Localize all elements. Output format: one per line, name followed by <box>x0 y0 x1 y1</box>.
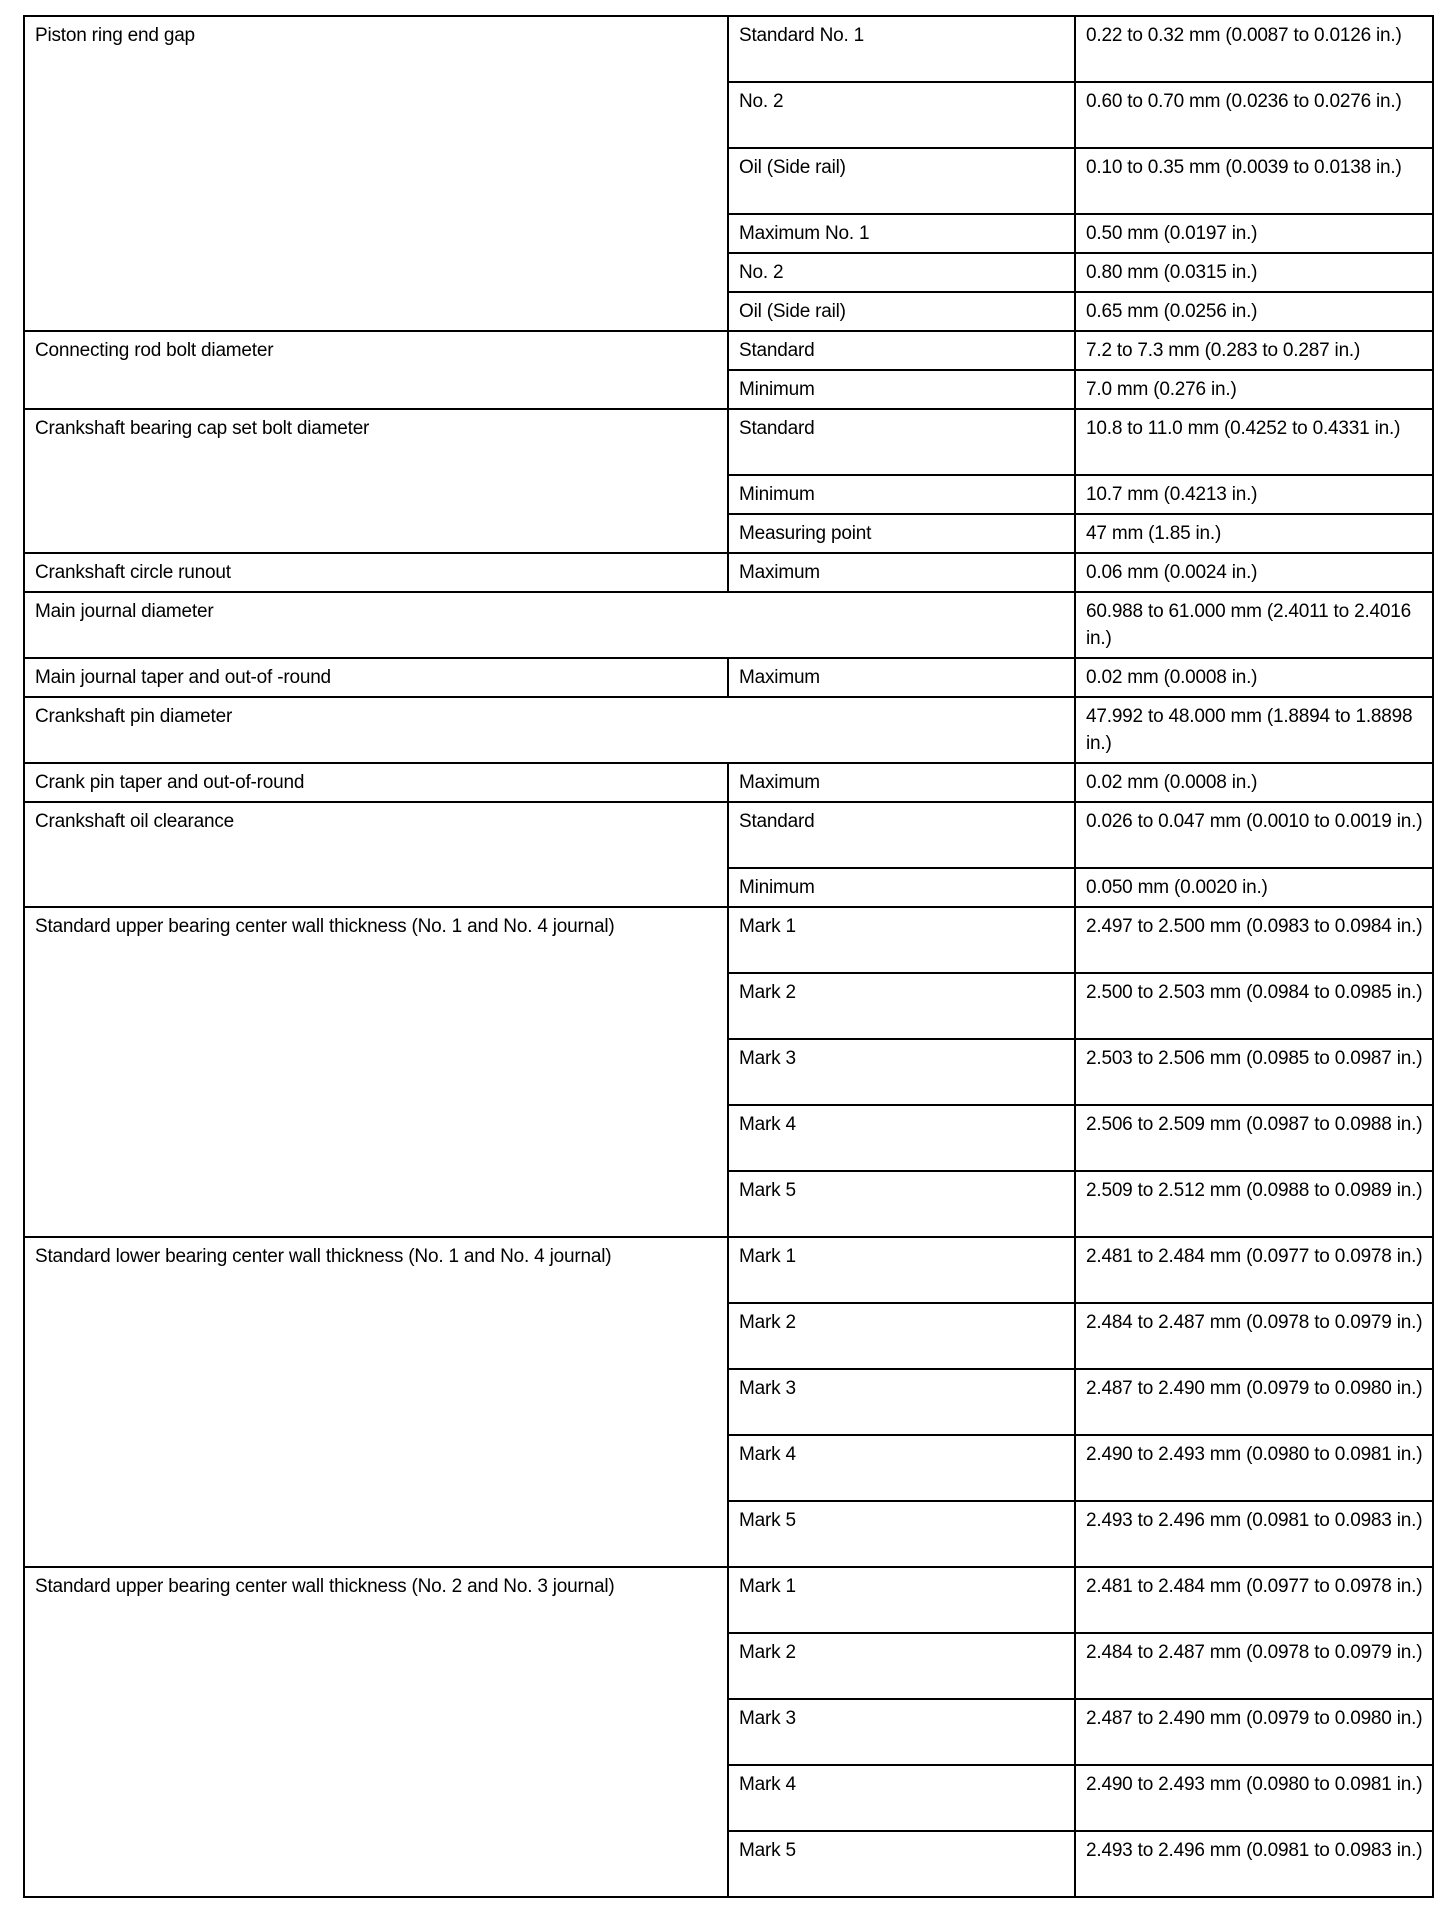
spec-value-cell: 2.481 to 2.484 mm (0.0977 to 0.0978 in.) <box>1075 1237 1433 1303</box>
table-row <box>24 1237 1433 1303</box>
spec-value-cell: 2.487 to 2.490 mm (0.0979 to 0.0980 in.) <box>1075 1369 1433 1435</box>
spec-condition-cell: Standard <box>728 409 1075 475</box>
spec-value-cell: 2.506 to 2.509 mm (0.0987 to 0.0988 in.) <box>1075 1105 1433 1171</box>
spec-item-cell: Crankshaft bearing cap set bolt diameter <box>24 409 728 553</box>
spec-condition-cell: Mark 3 <box>728 1369 1075 1435</box>
spec-condition-cell: Mark 4 <box>728 1435 1075 1501</box>
spec-condition-cell: Maximum <box>728 658 1075 697</box>
spec-value-cell: 10.8 to 11.0 mm (0.4252 to 0.4331 in.) <box>1075 409 1433 475</box>
spec-condition-cell: No. 2 <box>728 82 1075 148</box>
spec-value-cell: 0.22 to 0.32 mm (0.0087 to 0.0126 in.) <box>1075 16 1433 82</box>
spec-value-cell: 2.487 to 2.490 mm (0.0979 to 0.0980 in.) <box>1075 1699 1433 1765</box>
spec-value-cell: 0.050 mm (0.0020 in.) <box>1075 868 1433 907</box>
spec-value-cell: 10.7 mm (0.4213 in.) <box>1075 475 1433 514</box>
spec-value-cell: 0.02 mm (0.0008 in.) <box>1075 658 1433 697</box>
spec-value-cell: 2.497 to 2.500 mm (0.0983 to 0.0984 in.) <box>1075 907 1433 973</box>
spec-condition-cell: Mark 1 <box>728 1237 1075 1303</box>
specification-table <box>23 15 1434 1898</box>
spec-value-cell: 2.493 to 2.496 mm (0.0981 to 0.0983 in.) <box>1075 1831 1433 1897</box>
spec-condition-cell: Mark 4 <box>728 1765 1075 1831</box>
spec-value-cell: 2.500 to 2.503 mm (0.0984 to 0.0985 in.) <box>1075 973 1433 1039</box>
table-row <box>24 658 1433 697</box>
table-row <box>24 763 1433 802</box>
spec-condition-cell: Mark 3 <box>728 1039 1075 1105</box>
spec-condition-cell: Mark 2 <box>728 973 1075 1039</box>
table-row <box>24 553 1433 592</box>
spec-item-cell: Main journal taper and out-of -round <box>24 658 728 697</box>
spec-value-cell: 2.493 to 2.496 mm (0.0981 to 0.0983 in.) <box>1075 1501 1433 1567</box>
spec-value-cell: 7.2 to 7.3 mm (0.283 to 0.287 in.) <box>1075 331 1433 370</box>
spec-item-cell: Crankshaft circle runout <box>24 553 728 592</box>
table-row <box>24 16 1433 82</box>
spec-item-cell: Crankshaft pin diameter <box>24 697 1075 763</box>
spec-item-cell: Connecting rod bolt diameter <box>24 331 728 409</box>
spec-value-cell: 2.481 to 2.484 mm (0.0977 to 0.0978 in.) <box>1075 1567 1433 1633</box>
spec-condition-cell: Mark 2 <box>728 1633 1075 1699</box>
spec-value-cell: 0.60 to 0.70 mm (0.0236 to 0.0276 in.) <box>1075 82 1433 148</box>
spec-value-cell: 0.65 mm (0.0256 in.) <box>1075 292 1433 331</box>
table-row <box>24 907 1433 973</box>
spec-value-cell: 47 mm (1.85 in.) <box>1075 514 1433 553</box>
spec-condition-cell: Oil (Side rail) <box>728 292 1075 331</box>
spec-value-cell: 2.490 to 2.493 mm (0.0980 to 0.0981 in.) <box>1075 1435 1433 1501</box>
spec-condition-cell: Maximum <box>728 553 1075 592</box>
spec-condition-cell: Oil (Side rail) <box>728 148 1075 214</box>
table-row <box>24 802 1433 868</box>
spec-value-cell: 0.10 to 0.35 mm (0.0039 to 0.0138 in.) <box>1075 148 1433 214</box>
spec-condition-cell: Maximum <box>728 763 1075 802</box>
spec-item-cell: Main journal diameter <box>24 592 1075 658</box>
spec-condition-cell: Minimum <box>728 868 1075 907</box>
table-row <box>24 331 1433 370</box>
spec-condition-cell: Minimum <box>728 370 1075 409</box>
spec-item-cell: Crankshaft oil clearance <box>24 802 728 907</box>
spec-value-cell: 0.80 mm (0.0315 in.) <box>1075 253 1433 292</box>
spec-value-cell: 2.490 to 2.493 mm (0.0980 to 0.0981 in.) <box>1075 1765 1433 1831</box>
spec-value-cell: 0.50 mm (0.0197 in.) <box>1075 214 1433 253</box>
spec-condition-cell: Measuring point <box>728 514 1075 553</box>
spec-value-cell: 0.02 mm (0.0008 in.) <box>1075 763 1433 802</box>
spec-condition-cell: Maximum No. 1 <box>728 214 1075 253</box>
spec-condition-cell: Mark 5 <box>728 1831 1075 1897</box>
spec-condition-cell: Standard No. 1 <box>728 16 1075 82</box>
table-row <box>24 592 1433 658</box>
specification-table-body <box>24 16 1433 1897</box>
spec-value-cell: 7.0 mm (0.276 in.) <box>1075 370 1433 409</box>
spec-condition-cell: Mark 5 <box>728 1501 1075 1567</box>
spec-value-cell: 47.992 to 48.000 mm (1.8894 to 1.8898 in.) <box>1075 697 1433 763</box>
spec-value-cell: 2.484 to 2.487 mm (0.0978 to 0.0979 in.) <box>1075 1303 1433 1369</box>
table-row <box>24 1567 1433 1633</box>
spec-item-cell: Crank pin taper and out-of-round <box>24 763 728 802</box>
spec-value-cell: 0.026 to 0.047 mm (0.0010 to 0.0019 in.) <box>1075 802 1433 868</box>
spec-condition-cell: Mark 4 <box>728 1105 1075 1171</box>
spec-condition-cell: Mark 5 <box>728 1171 1075 1237</box>
spec-value-cell: 2.484 to 2.487 mm (0.0978 to 0.0979 in.) <box>1075 1633 1433 1699</box>
spec-value-cell: 0.06 mm (0.0024 in.) <box>1075 553 1433 592</box>
spec-condition-cell: Mark 2 <box>728 1303 1075 1369</box>
spec-condition-cell: Standard <box>728 331 1075 370</box>
spec-condition-cell: Minimum <box>728 475 1075 514</box>
spec-condition-cell: Standard <box>728 802 1075 868</box>
spec-condition-cell: Mark 1 <box>728 907 1075 973</box>
spec-item-cell: Standard upper bearing center wall thickness (No. 2 and No. 3 journal) <box>24 1567 728 1897</box>
spec-item-cell: Standard upper bearing center wall thickness (No. 1 and No. 4 journal) <box>24 907 728 1237</box>
table-row <box>24 409 1433 475</box>
spec-value-cell: 60.988 to 61.000 mm (2.4011 to 2.4016 in.) <box>1075 592 1433 658</box>
spec-condition-cell: No. 2 <box>728 253 1075 292</box>
spec-value-cell: 2.509 to 2.512 mm (0.0988 to 0.0989 in.) <box>1075 1171 1433 1237</box>
spec-value-cell: 2.503 to 2.506 mm (0.0985 to 0.0987 in.) <box>1075 1039 1433 1105</box>
table-row <box>24 697 1433 763</box>
spec-condition-cell: Mark 3 <box>728 1699 1075 1765</box>
spec-item-cell: Piston ring end gap <box>24 16 728 331</box>
spec-condition-cell: Mark 1 <box>728 1567 1075 1633</box>
spec-item-cell: Standard lower bearing center wall thickness (No. 1 and No. 4 journal) <box>24 1237 728 1567</box>
